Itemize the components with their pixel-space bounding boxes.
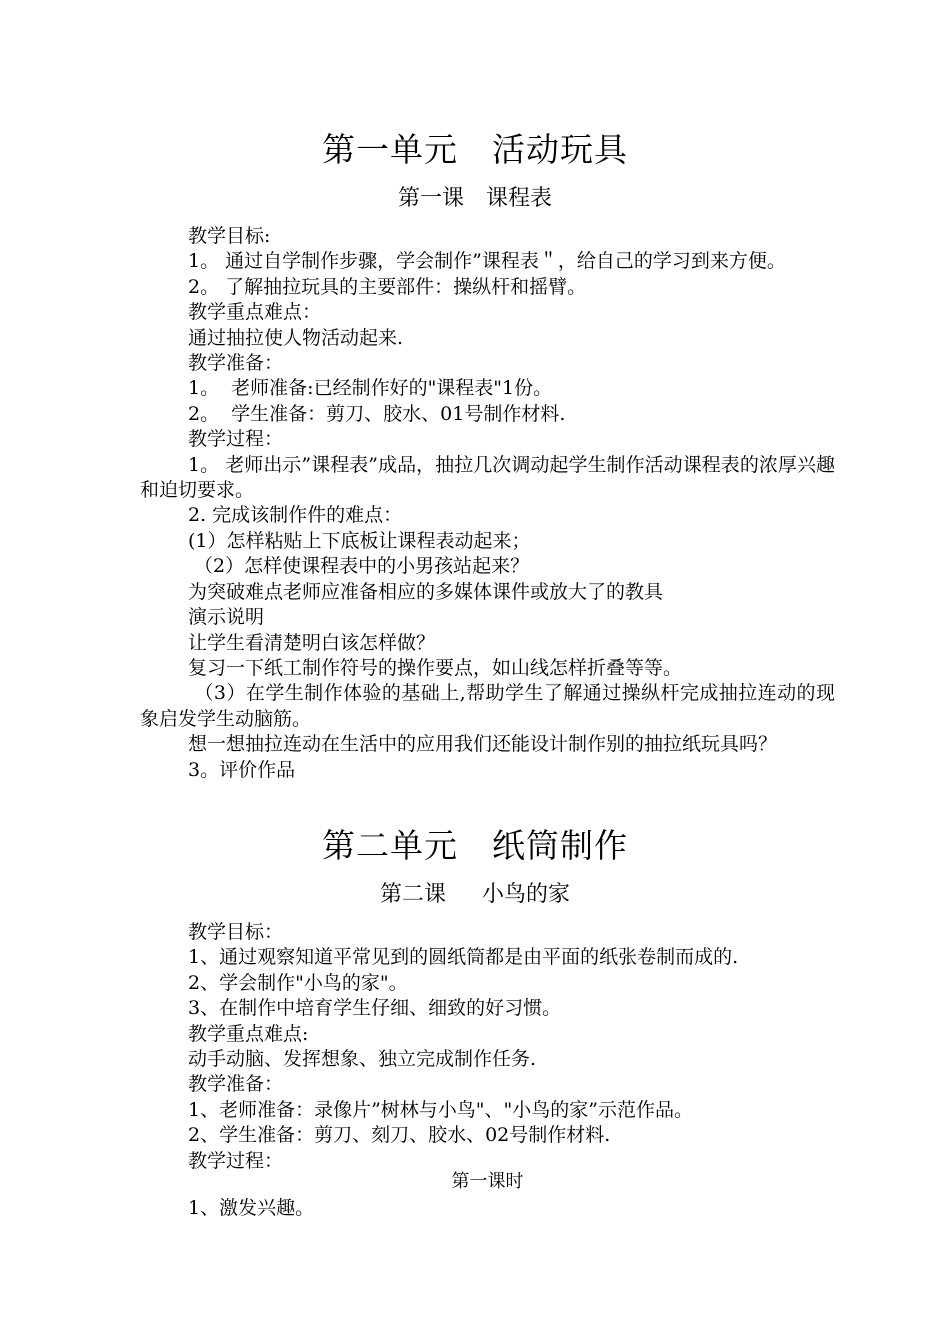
- unit1-line: 1。 老师出示”课程表”成品，抽拉几次调动起学生制作活动课程表的浓厚兴趣和迫切要求。: [140, 453, 835, 502]
- unit2-title: 第二单元 纸筒制作: [322, 826, 628, 865]
- unit1-line: 1。 老师准备:已经制作好的"课程表"1份。: [188, 377, 553, 400]
- unit1-line: 2。 学生准备：剪刀、胶水、01号制作材料.: [188, 402, 566, 425]
- unit1-line: (1）怎样粘贴上下底板让课程表动起来；: [188, 529, 531, 552]
- unit1-line: 通过抽拉使人物活动起来.: [188, 326, 404, 349]
- unit2-period-wrap: [0, 1169, 950, 1195]
- unit2-line: 动手动脑、发挥想象、独立完成制作任务.: [188, 1048, 537, 1071]
- unit2-title-wrap: [0, 826, 950, 866]
- unit2-lesson-wrap: [0, 880, 950, 910]
- unit1-line: 1。 通过自学制作步骤，学会制作”课程表＂，给自己的学习到来方便。: [188, 250, 786, 273]
- unit2-line: 1、通过观察知道平常见到的圆纸筒都是由平面的纸张卷制而成的.: [188, 946, 739, 969]
- unit1-line: 复习一下纸工制作符号的操作要点，如山线怎样折叠等等。: [188, 656, 683, 679]
- unit1-lesson-wrap: [0, 184, 950, 214]
- unit2-tail: [140, 1196, 835, 1221]
- unit1-line: 教学过程：: [188, 428, 284, 451]
- unit1-line: 2。 了解抽拉玩具的主要部件：操纵杆和摇臂。: [188, 275, 587, 298]
- unit2-line: 3、在制作中培育学生仔细、细致的好习惯。: [188, 997, 562, 1020]
- unit1-line: 教学准备：: [188, 352, 284, 375]
- unit2-line: 教学过程：: [188, 1149, 284, 1172]
- unit1-line: 让学生看清楚明白该怎样做？: [188, 631, 436, 654]
- unit2-last-line: 1、激发兴趣。: [188, 1197, 315, 1219]
- unit1-line: 3。评价作品: [188, 758, 296, 781]
- unit1-line: （2）怎样使课程表中的小男孩站起来？: [188, 555, 530, 578]
- unit2-lesson-title: 第二课 小鸟的家: [380, 882, 570, 907]
- unit1-lesson-title: 第一课 课程表: [397, 186, 552, 211]
- unit2-line: 1、老师准备：录像片”树林与小鸟"、"小鸟的家”示范作品。: [188, 1098, 693, 1121]
- unit1-line: （3）在学生制作体验的基础上,帮助学生了解通过操纵杆完成抽拉连动的现象启发学生动脑筋。: [140, 682, 835, 730]
- unit1-line: 为突破难点老师应准备相应的多媒体课件或放大了的教具: [188, 580, 664, 603]
- unit2-line: 教学重点难点:: [188, 1022, 309, 1045]
- unit1-line: 2. 完成该制作件的难点：: [188, 504, 403, 527]
- unit1-line: 教学重点难点：: [188, 301, 322, 324]
- unit2-line: 2、学生准备：剪刀、刻刀、胶水、02号制作材料.: [188, 1124, 611, 1147]
- unit1-title: 第一单元 活动玩具: [322, 130, 628, 169]
- unit2-period-title: 第一课时: [451, 1171, 524, 1192]
- unit1-title-wrap: [0, 130, 950, 170]
- unit2-line: 教学准备：: [188, 1073, 284, 1096]
- unit1-line: 教学目标:: [188, 225, 271, 247]
- unit1-line: 演示说明: [188, 606, 265, 629]
- unit2-line: 2、学会制作"小鸟的家"。: [188, 971, 408, 994]
- unit2-line: 教学目标：: [188, 921, 284, 943]
- unit1-line: 想一想抽拉连动在生活中的应用我们还能设计制作别的抽拉纸玩具吗？: [188, 733, 778, 756]
- unit2-body: [140, 920, 835, 1174]
- unit1-body: [140, 224, 835, 783]
